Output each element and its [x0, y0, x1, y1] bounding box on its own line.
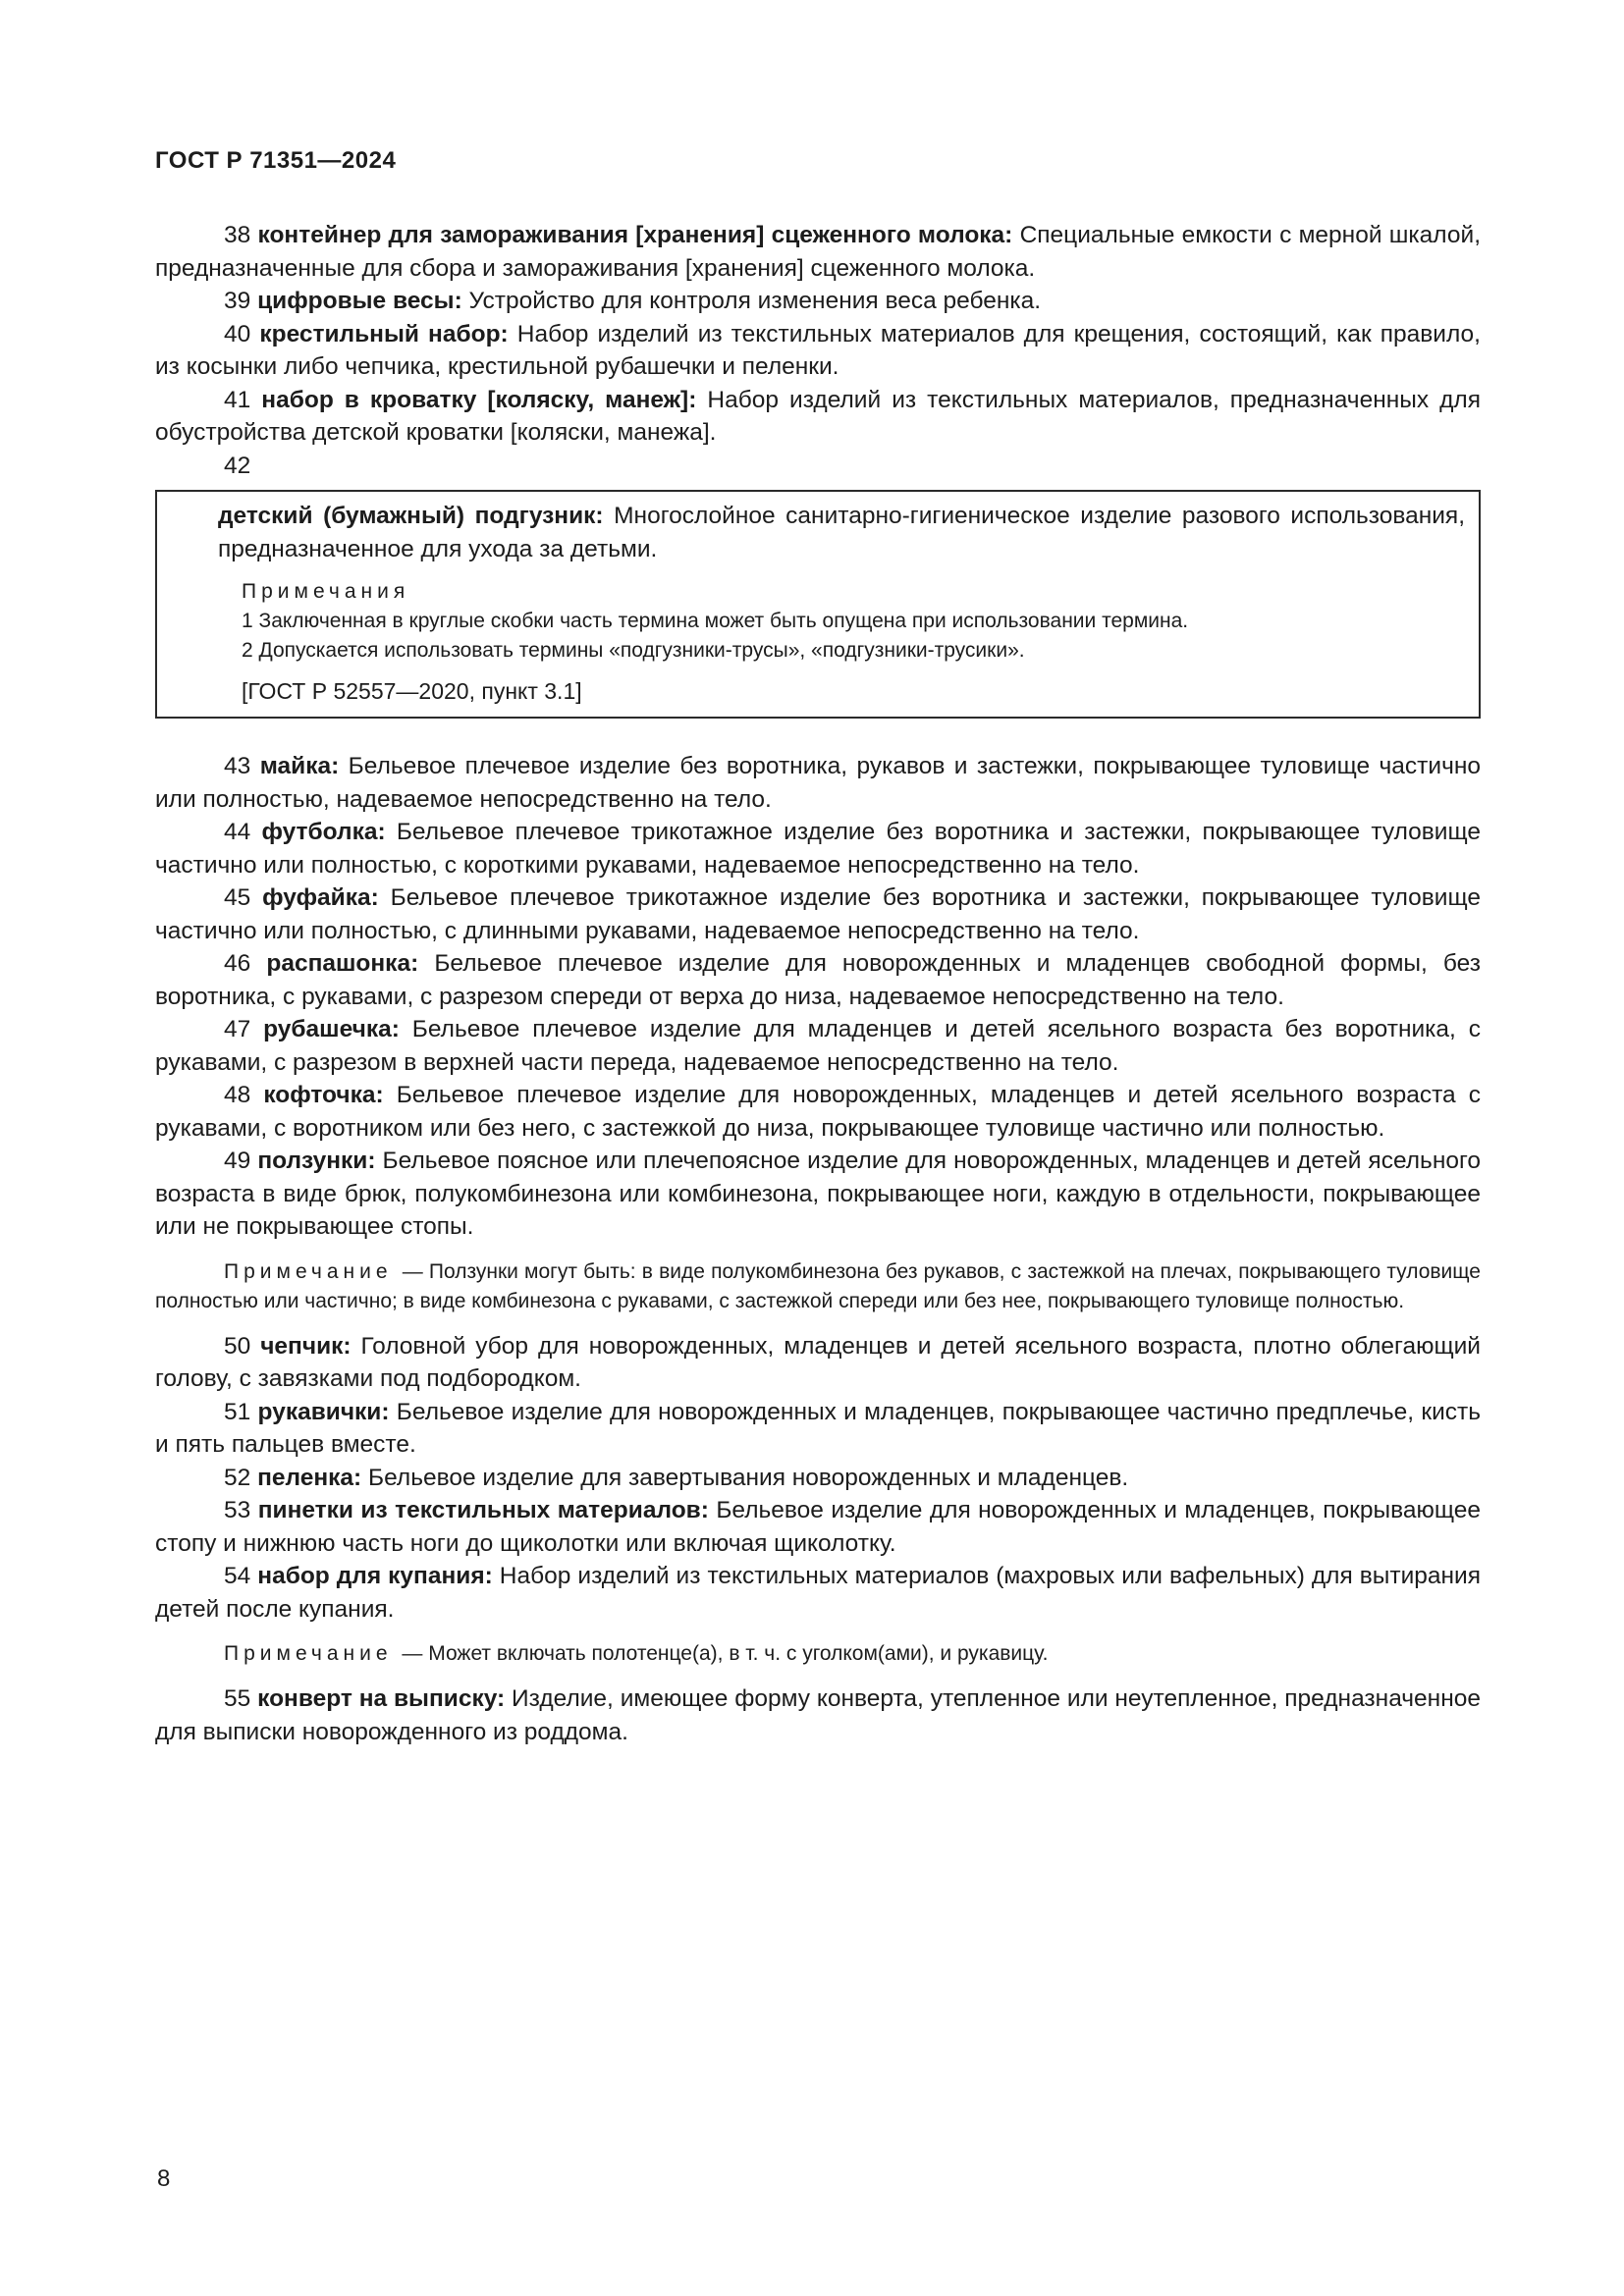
term-definition: Бельевое изделие для завертывания новорожденных и младенцев.	[361, 1464, 1129, 1491]
term-definition: Изделие, имеющее форму конверта, утепленное или неутепленное, предназначенное для выписки новорожденного из роддома.	[155, 1685, 1481, 1745]
term-name: рукавички:	[257, 1398, 390, 1425]
term-entry-52	[155, 1462, 1481, 1495]
term-entry-46	[155, 947, 1481, 1013]
term-name: детский (бумажный) подгузник:	[218, 503, 604, 529]
term-name: крестильный набор:	[259, 320, 509, 347]
entry-number: 52	[224, 1464, 251, 1491]
entry-number: 51	[224, 1398, 251, 1425]
entry-number: 40	[224, 320, 251, 347]
note-label: Примечание	[224, 1259, 393, 1283]
term-name: конверт на выписку:	[257, 1685, 506, 1712]
term-entry-53	[155, 1494, 1481, 1560]
term-definition: Головной убор для новорожденных, младенцев и детей ясельного возраста, плотно облегающий голову, с завязками под подбородком.	[155, 1332, 1481, 1392]
term-entry-42-number: 42	[224, 452, 251, 479]
entry-number: 46	[224, 950, 251, 977]
entry-number: 44	[224, 819, 251, 845]
note-item: 1 Заключенная в круглые скобки часть термина может быть опущена при использовании термина.	[242, 610, 1189, 632]
entry-number: 55	[224, 1685, 251, 1712]
note-label: Примечание	[224, 1642, 393, 1665]
term-name: распашонка:	[266, 950, 419, 977]
notes-block	[242, 577, 1465, 666]
notes-title: Примечания	[242, 580, 410, 603]
term-definition: Бельевое плечевое трикотажное изделие без воротника и застежки, покрывающее туловище частично или полностью, с длинными рукавами, надеваемое непосредственно на тело.	[155, 884, 1481, 944]
term-entry-54	[155, 1560, 1481, 1626]
term-definition: Многослойное санитарно-гигиеническое изделие разового использования, предназначенное для ухода за детьми.	[218, 503, 1465, 562]
term-entry-48	[155, 1079, 1481, 1145]
entry-number: 43	[224, 753, 251, 779]
term-definition: Бельевое плечевое изделие для младенцев и детей ясельного возраста без воротника, с рукавами, с разрезом в верхней части переда, надеваемое непосредственно на тело.	[155, 1016, 1481, 1076]
document-page	[155, 147, 1481, 1748]
term-entry-39	[155, 285, 1481, 318]
term-definition: Бельевое плечевое изделие для новорожденных, младенцев и детей ясельного возраста с рукавами, с воротником или без него, с застежкой до низа, покрывающее туловище частично или полностью.	[155, 1082, 1481, 1142]
term-definition: Бельевое плечевое трикотажное изделие без воротника и застежки, покрывающее туловище частично или полностью, с короткими рукавами, надеваемое непосредственно на тело.	[155, 819, 1481, 879]
term-entry-47	[155, 1013, 1481, 1079]
entry-number: 54	[224, 1563, 251, 1589]
term-42-box	[155, 490, 1481, 719]
term-entry-40	[155, 318, 1481, 384]
term-entry-38	[155, 219, 1481, 285]
term-definition: Бельевое изделие для новорожденных и младенцев, покрывающее частично предплечье, кисть и пять пальцев вместе.	[155, 1398, 1481, 1458]
term-definition: Бельевое плечевое изделие для новорожденных и младенцев свободной формы, без воротника, с рукавами, с разрезом спереди от верха до низа, надеваемое непосредственно на тело.	[155, 950, 1482, 1010]
term-entry-43	[155, 750, 1481, 816]
term-name: майка:	[259, 753, 340, 779]
term-definition: Набор изделий из текстильных материалов для крещения, состоящий, как правило, из косынки либо чепчика, крестильной рубашечки и пеленки.	[155, 320, 1481, 380]
note-49	[155, 1257, 1481, 1316]
entries-38-41	[155, 219, 1481, 450]
entry-number: 38	[224, 222, 251, 248]
note-text: — Может включать полотенце(а), в т. ч. с уголком(ами), и рукавицу.	[396, 1642, 1049, 1665]
note-text: — Ползунки могут быть: в виде полукомбинезона без рукавов, с застежкой на плечах, покрывающего туловище полностью или частично; в виде комбинезона с рукавами, с застежкой спереди или без нее, покрывающего туловище полностью.	[155, 1259, 1481, 1312]
term-name: пинетки из текстильных материалов:	[257, 1497, 709, 1523]
term-name: набор в кроватку [коляску, манеж]:	[261, 386, 697, 413]
term-name: набор для купания:	[257, 1563, 493, 1589]
term-entry-42	[218, 500, 1465, 565]
term-entry-51	[155, 1396, 1481, 1462]
entry-number: 48	[224, 1082, 251, 1108]
note-54	[155, 1639, 1481, 1669]
term-entry-50	[155, 1330, 1481, 1396]
terms-list	[155, 219, 1481, 1748]
entry-number: 45	[224, 884, 251, 911]
term-definition: Бельевое плечевое изделие без воротника, рукавов и застежки, покрывающее туловище частично или полностью, надеваемое непосредственно на тело.	[155, 753, 1481, 813]
term-name: рубашечка:	[263, 1016, 400, 1042]
term-name: фуфайка:	[262, 884, 379, 911]
term-entry-49	[155, 1145, 1481, 1244]
term-name: цифровые весы:	[257, 288, 462, 314]
entry-number: 50	[224, 1332, 251, 1360]
document-header: ГОСТ Р 71351—2024	[155, 147, 397, 174]
term-entry-44	[155, 816, 1481, 881]
entries-43-49	[155, 750, 1481, 1244]
term-entry-41	[155, 384, 1481, 450]
term-name: кофточка:	[263, 1082, 384, 1108]
note-item: 2 Допускается использовать термины «подгузники-трусы», «подгузники-трусики».	[242, 639, 1025, 662]
entry-number: 39	[224, 288, 251, 314]
entries-55	[155, 1682, 1481, 1748]
term-name: футболка:	[261, 819, 386, 845]
entry-number: 41	[224, 386, 251, 413]
term-name: контейнер для замораживания [хранения] сцеженного молока:	[257, 222, 1013, 248]
term-entry-55	[155, 1682, 1481, 1748]
page-number: 8	[157, 2165, 171, 2192]
term-definition: Устройство для контроля изменения веса ребенка.	[461, 288, 1042, 314]
term-definition: Специальные емкости с мерной шкалой, предназначенные для сбора и замораживания [хранения] сцеженного молока.	[155, 222, 1482, 282]
term-entry-45	[155, 881, 1481, 947]
term-definition: Бельевое поясное или плечепоясное изделие для новорожденных, младенцев и детей ясельного возраста в виде брюк, полукомбинезона или комбинезона, покрывающее ноги, каждую в отдельности, покрывающее или не покрывающее стопы.	[155, 1148, 1482, 1240]
entry-number: 47	[224, 1016, 251, 1042]
entry-number: 53	[224, 1497, 251, 1523]
source-reference: [ГОСТ Р 52557—2020, пункт 3.1]	[242, 678, 582, 704]
entries-50-54	[155, 1330, 1481, 1627]
term-name: пеленка:	[257, 1464, 362, 1491]
term-definition: Набор изделий из текстильных материалов (махровых или вафельных) для вытирания детей после купания.	[155, 1563, 1482, 1623]
term-definition: Бельевое изделие для новорожденных и младенцев, покрывающее стопу и нижнюю часть ноги до щиколотки или включая щиколотку.	[155, 1497, 1482, 1557]
term-definition: Набор изделий из текстильных материалов, предназначенных для обустройства детской кроватки [коляски, манежа].	[155, 386, 1481, 446]
term-name: ползунки:	[257, 1148, 376, 1174]
term-name: чепчик:	[260, 1332, 352, 1360]
entry-number: 49	[224, 1148, 251, 1174]
